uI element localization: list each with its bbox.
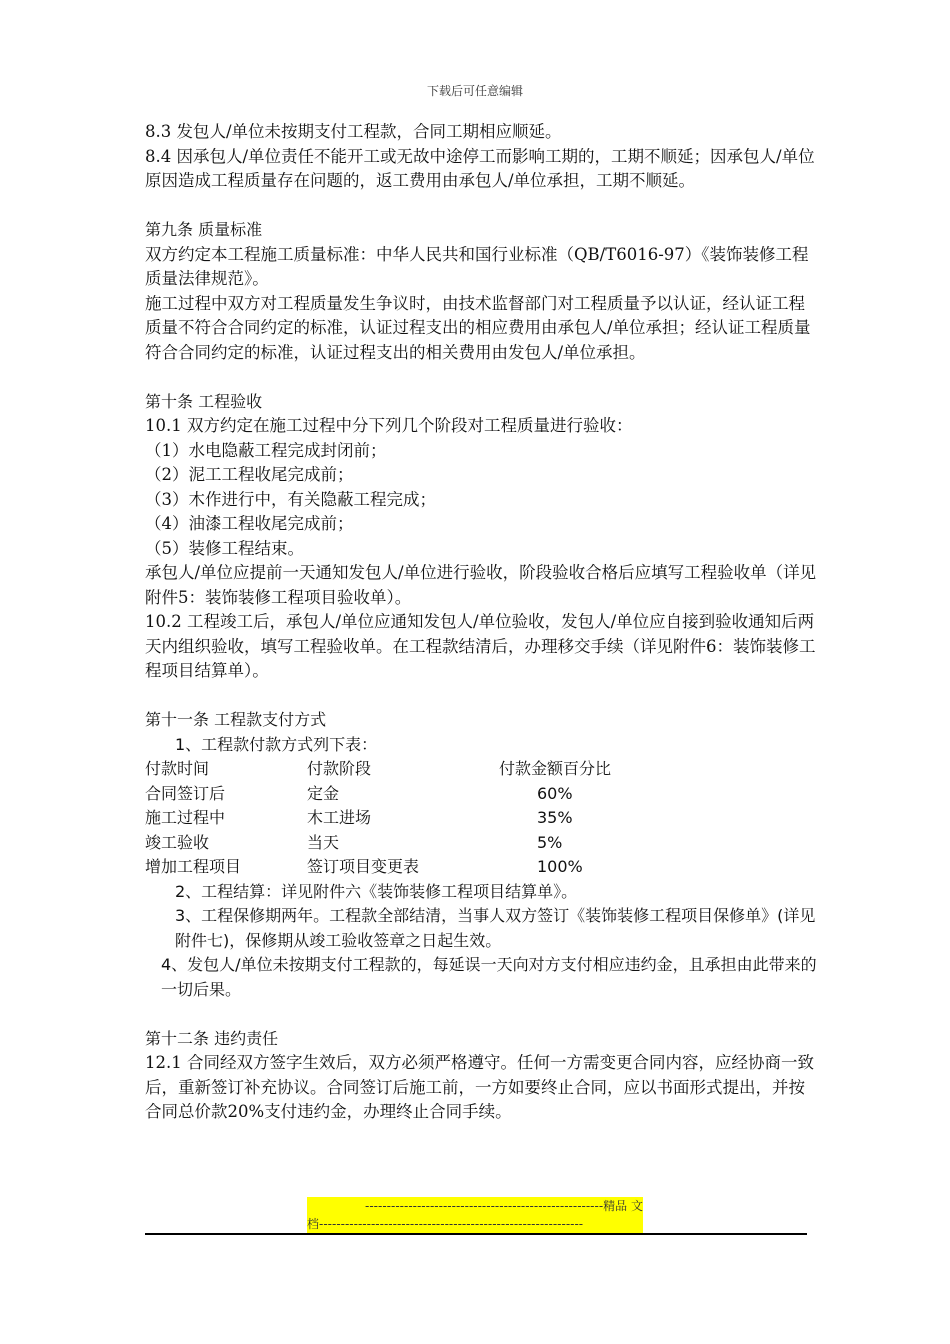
stage-item: （3）木作进行中，有关隐蔽工程完成； [145, 489, 436, 509]
table-cell: 签订项目变更表 [307, 857, 420, 876]
table-header-cell: 付款阶段 [307, 759, 372, 778]
table-cell: 木工进场 [307, 808, 372, 827]
table-cell: 60% [537, 783, 573, 803]
stage-item: （5）装修工程结束。 [145, 538, 304, 558]
table-cell: 合同签订后 [145, 783, 226, 803]
acceptance-notice: 承包人/单位应提前一天通知发包人/单位进行验收，阶段验收合格后应填写工程验收单（详见附件5：装饰装修工程项目验收单）。 [145, 563, 817, 607]
table-row [145, 806, 611, 831]
table-cell: 35% [537, 808, 573, 827]
table-cell: 施工过程中 [145, 808, 226, 827]
table-cell: 5% [537, 832, 563, 852]
table-row [145, 855, 611, 880]
stage-item: （4）油漆工程收尾完成前； [145, 514, 354, 533]
table-cell: 100% [537, 857, 583, 876]
article-9-title: 第九条 质量标准 [145, 220, 263, 239]
payment-item-4: 4、发包人/单位未按期支付工程款的，每延误一天向对方支付相应违约金，且承担由此带来的一切后果。 [161, 955, 817, 999]
payment-item-3: 3、工程保修期两年。工程款全部结清，当事人双方签订《装饰装修工程项目保修单》(详见附件七)，保修期从竣工验收签章之日起生效。 [175, 906, 816, 950]
table-cell: 增加工程项目 [145, 857, 242, 876]
table-row [145, 782, 611, 807]
table-cell: 定金 [307, 783, 340, 803]
article-10-title: 第十条 工程验收 [145, 391, 263, 411]
clause-10-1: 10.1 双方约定在施工过程中分下列几个阶段对工程质量进行验收： [145, 416, 633, 435]
clause-12-1: 12.1 合同经双方签字生效后，双方必须严格遵守。任何一方需变更合同内容，应经协商一致后，重新签订补充协议。合同签订后施工前，一方如要终止合同，应以书面形式提出，并按合同总价款20%支付违约金，办理终止合同手续。 [145, 1053, 814, 1121]
table-header-cell: 付款时间 [145, 759, 210, 778]
clause-10-2: 10.2 工程竣工后，承包人/单位应通知发包人/单位验收，发包人/单位应自接到验收通知后两天内组织验收，填写工程验收单。在工程款结清后，办理移交手续（详见附件6：装饰装修工程项目结算单）。 [145, 612, 816, 680]
table-header-cell: 付款金额百分比 [499, 759, 612, 778]
payment-table [145, 757, 611, 880]
table-cell: 当天 [307, 832, 340, 852]
stage-item: （1）水电隐蔽工程完成封闭前； [145, 440, 387, 460]
footer-watermark-line-2: 档------------------------------------------------------------- [307, 1215, 643, 1233]
payment-item-2: 2、工程结算：详见附件六《装饰装修工程项目结算单》。 [175, 881, 578, 901]
clause-8-4: 8.4 因承包人/单位责任不能开工或无故中途停工而影响工期的，工期不顺延；因承包人/单位原因造成工程质量存在问题的，返工费用由承包人/单位承担，工期不顺延。 [145, 146, 815, 190]
footer-rule [145, 1233, 807, 1235]
table-header-row [145, 757, 611, 782]
payment-item-1: 1、工程款付款方式列下表： [175, 734, 378, 754]
table-row [145, 831, 611, 856]
footer-watermark-line-1: -------------------------------------------------------精品 文 [307, 1197, 643, 1215]
clause-8-3: 8.3 发包人/单位未按期支付工程款，合同工期相应顺延。 [145, 122, 562, 141]
article-11-title: 第十一条 工程款支付方式 [145, 710, 327, 729]
stage-item: （2）泥工工程收尾完成前； [145, 465, 354, 484]
article-9-p2: 施工过程中双方对工程质量发生争议时，由技术监督部门对工程质量予以认证，经认证工程质量不符合合同约定的标准，认证过程支出的相应费用由承包人/单位承担；经认证工程质量符合合同约定的标准，认证过程支出的相关费用由发包人/单位承担。 [145, 293, 811, 362]
article-12-title: 第十二条 违约责任 [145, 1028, 279, 1048]
table-cell: 竣工验收 [145, 832, 210, 852]
article-9-p1: 双方约定本工程施工质量标准：中华人民共和国行业标准（QB/T6016-97）《装饰装修工程质量法律规范》。 [145, 244, 809, 288]
page-header: 下载后可任意编辑 [426, 84, 523, 98]
document-body [145, 120, 820, 1125]
